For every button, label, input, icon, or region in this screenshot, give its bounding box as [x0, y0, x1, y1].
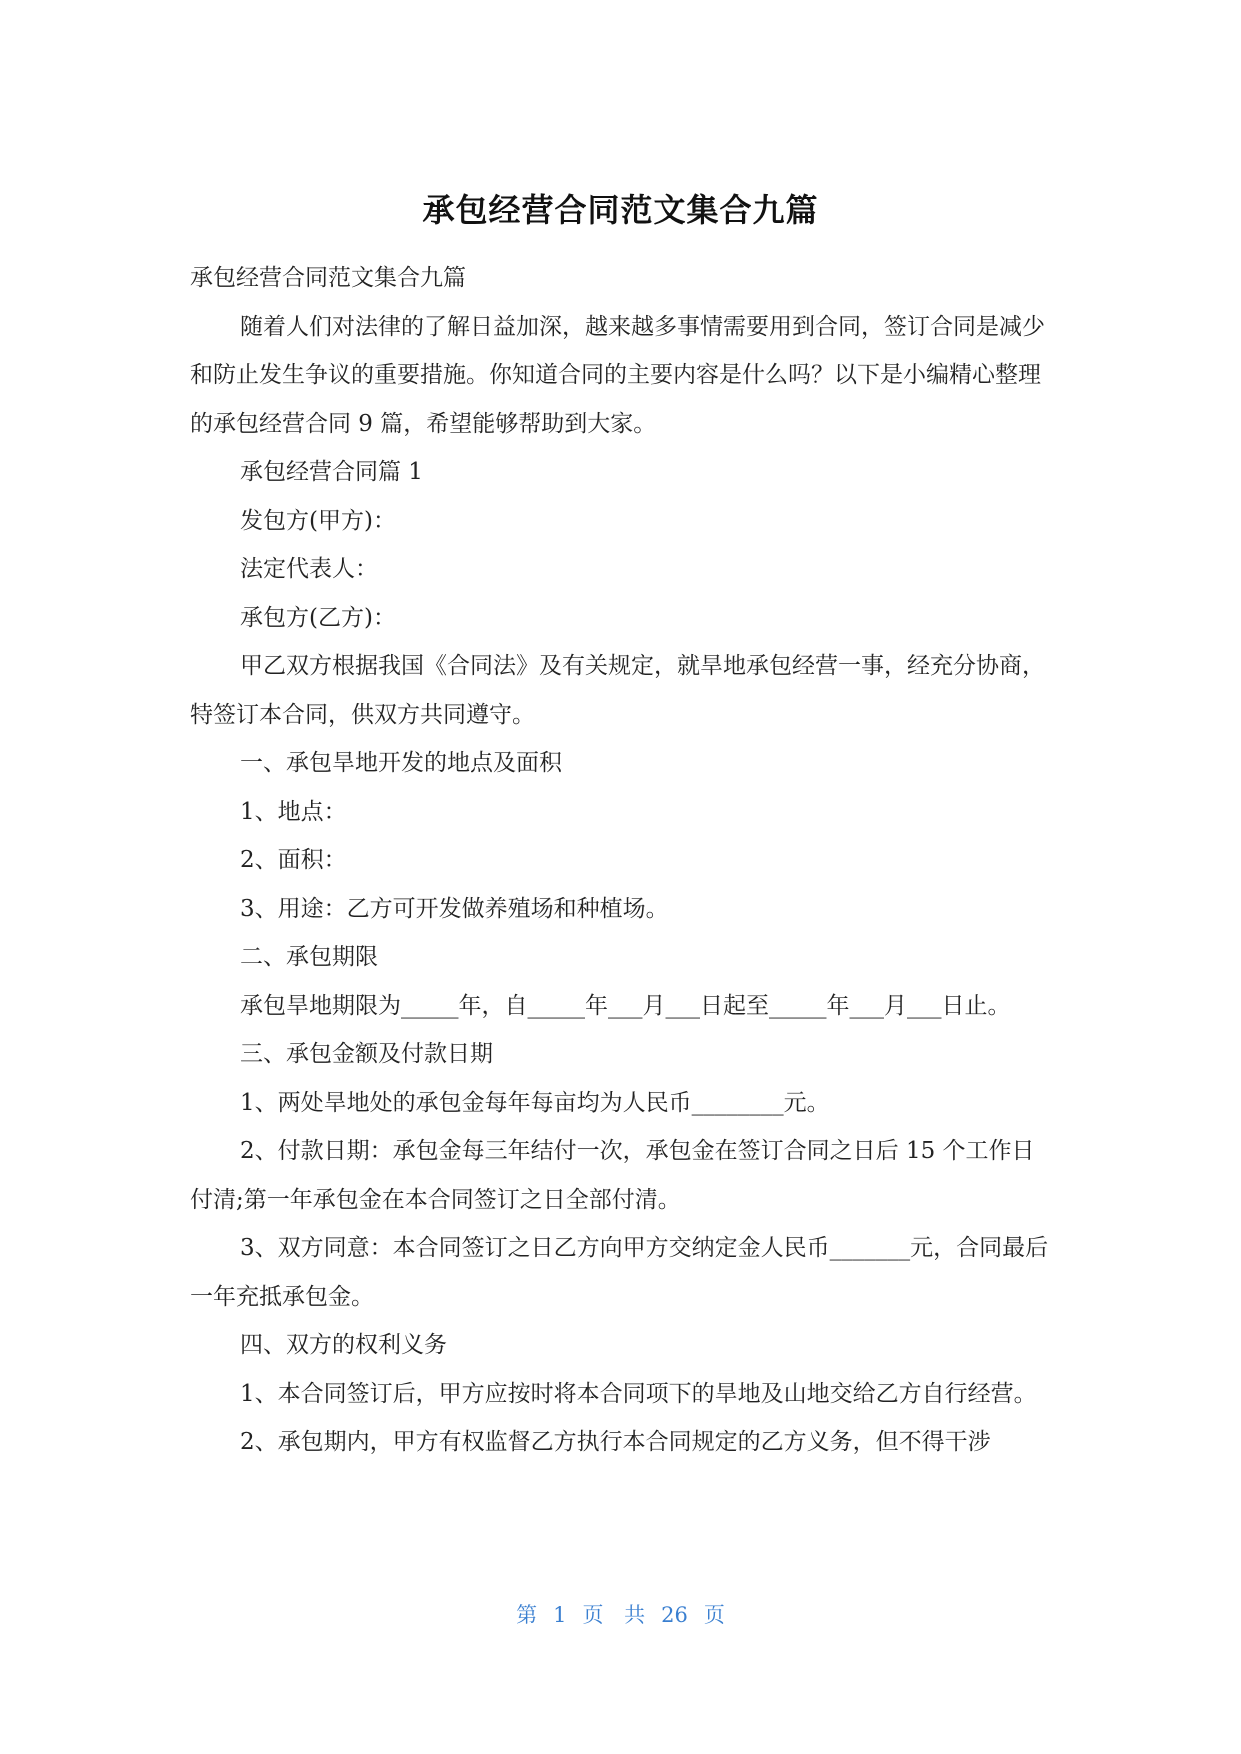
document-paragraph: 3、双方同意：本合同签订之日乙方向甲方交纳定金人民币_______元，合同最后一年充抵承包金。 [190, 1235, 1049, 1310]
document-paragraph: 2、付款日期：承包金每三年结付一次，承包金在签订合同之日后 15 个工作日付清;第一年承包金在本合同签订之日全部付清。 [190, 1138, 1035, 1213]
footer-pages-label: 页 [703, 1603, 725, 1627]
document-paragraph: 一、承包旱地开发的地点及面积 [240, 750, 562, 776]
document-paragraph: 承包经营合同篇 1 [240, 459, 423, 485]
document-paragraph: 承包方(乙方)： [240, 604, 396, 631]
document-paragraph: 二、承包期限 [240, 944, 378, 970]
document-title: 承包经营合同范文集合九篇 [422, 191, 819, 229]
document-paragraph: 2、面积： [240, 847, 347, 873]
footer-of-label: 页 共 [582, 1603, 646, 1627]
document-paragraph: 三、承包金额及付款日期 [240, 1041, 493, 1067]
document-body [190, 254, 1050, 1467]
footer-total-pages: 26 [661, 1603, 688, 1627]
page-footer [0, 1600, 1241, 1630]
document-paragraph: 法定代表人： [240, 556, 378, 582]
document-paragraph: 1、地点： [240, 798, 347, 825]
document-paragraph: 承包旱地期限为_____年，自_____年___月___日起至_____年___月___日止。 [240, 992, 1011, 1019]
document-paragraph: 发包方(甲方)： [240, 507, 396, 534]
document-paragraph: 随着人们对法律的了解日益加深，越来越多事情需要用到合同，签订合同是减少和防止发生争议的重要措施。你知道合同的主要内容是什么吗？以下是小编精心整理的承包经营合同 9 篇，希望能够帮助到大家。 [190, 313, 1045, 437]
footer-page-label: 第 [516, 1603, 538, 1627]
document-paragraph: 四、双方的权利义务 [240, 1332, 447, 1358]
document-paragraph: 1、两处旱地处的承包金每年每亩均为人民币________元。 [240, 1089, 830, 1116]
footer-current-page: 1 [553, 1603, 567, 1627]
document-paragraph: 甲乙双方根据我国《合同法》及有关规定，就旱地承包经营一事，经充分协商，特签订本合同，供双方共同遵守。 [190, 653, 1045, 728]
document-paragraph: 3、用途：乙方可开发做养殖场和种植场。 [240, 895, 669, 922]
document-paragraph: 2、承包期内，甲方有权监督乙方执行本合同规定的乙方义务，但不得干涉 [240, 1429, 991, 1455]
document-paragraph: 承包经营合同范文集合九篇 [190, 265, 466, 291]
document-paragraph: 1、本合同签订后，甲方应按时将本合同项下的旱地及山地交给乙方自行经营。 [240, 1380, 1037, 1407]
